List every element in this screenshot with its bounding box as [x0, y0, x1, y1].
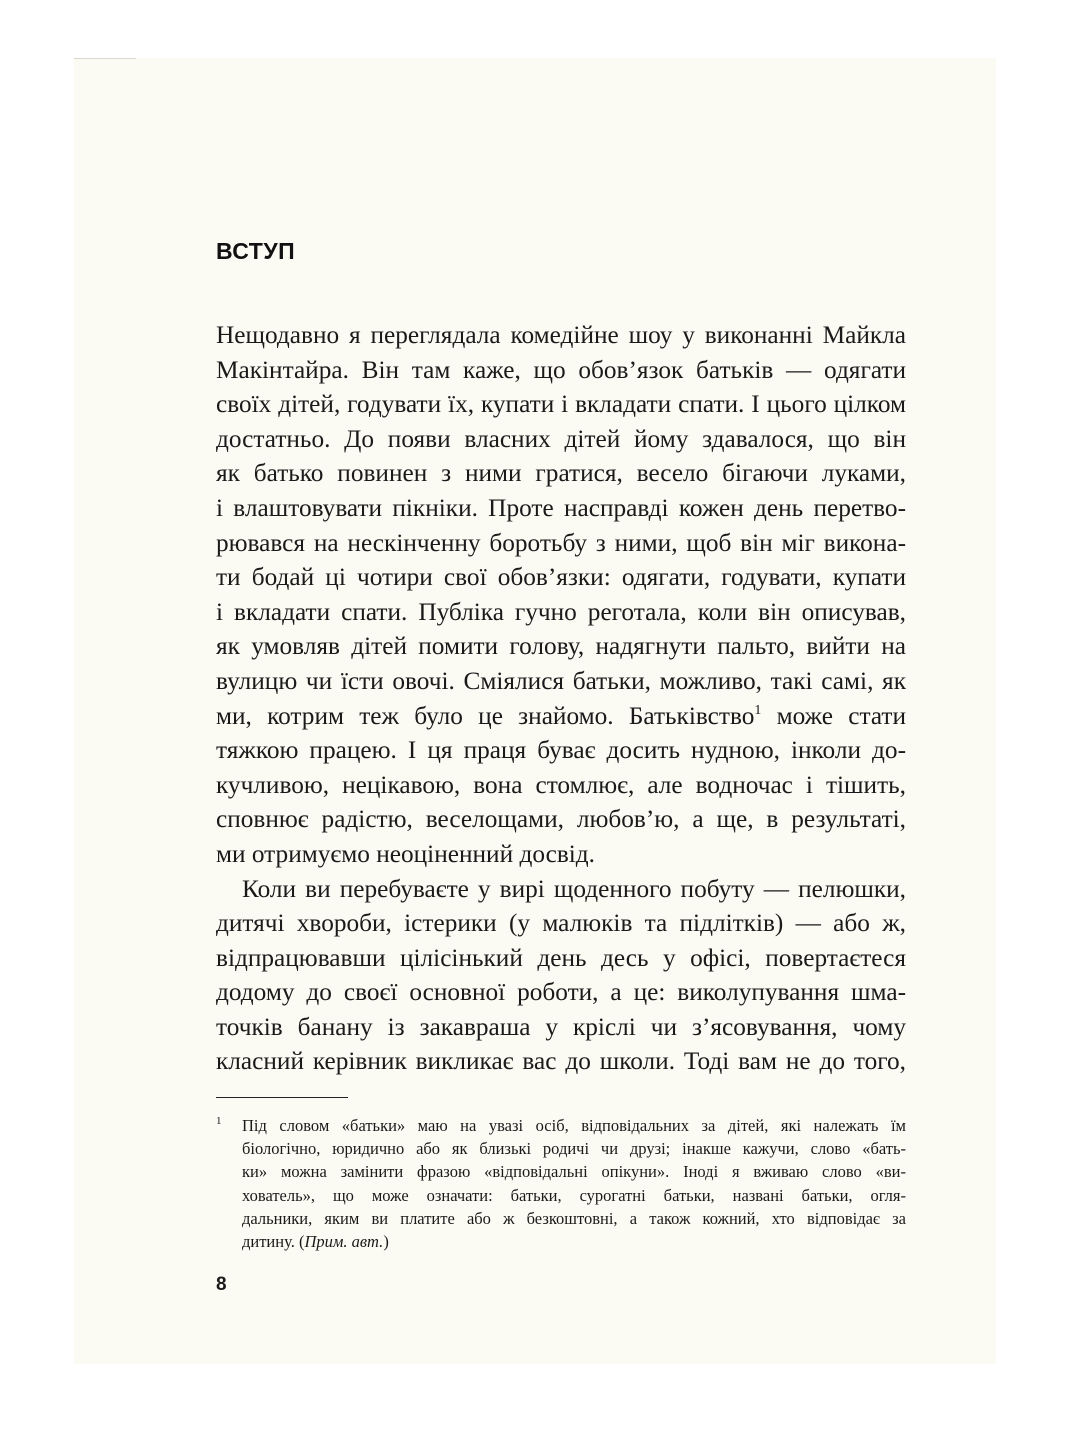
paragraph-1	[216, 318, 906, 872]
text-segment: дитину. (	[242, 1232, 305, 1252]
text-segment: ми, котрим теж було це знайомо. Батьківство	[216, 701, 755, 730]
footnote	[216, 1114, 906, 1253]
text-line: сповнює радістю, веселощами, любов’ю, а ще, в результаті,	[216, 805, 906, 834]
text-segment: може стати	[761, 701, 907, 730]
text-line: Коли ви перебуваєте у вирі щоденного побуту — пелюшки,	[242, 874, 906, 903]
text-line: Нещодавно я переглядала комедійне шоу у виконанні Майкла	[216, 321, 906, 349]
text-line-with-footnote-ref	[216, 699, 906, 734]
text-line: достатньо. До появи власних дітей йому здавалося, що він	[216, 424, 906, 453]
footnote-body	[242, 1114, 906, 1253]
footnote-line: біологічно, юридично або як близькі родичі чи друзі; інакше кажучи, слово «бать-	[242, 1139, 906, 1159]
text-line: дитячі хвороби, істерики (у малюків та підлітків) — або ж,	[216, 909, 906, 938]
footnote-line: дальники, яким ви платите або ж безкоштовні, а також кожний, хто відповідає за	[242, 1208, 906, 1228]
footnote-line: Під словом «батьки» маю на увазі осіб, відповідальних за дітей, які належать їм	[242, 1116, 906, 1135]
footnote-line: ки» можна замінити фразою «відповідальні опікуни». Іноді я вживаю слово «ви-	[242, 1162, 906, 1182]
text-line: ми отримуємо неоціненний досвід.	[216, 839, 595, 868]
footnote-number: 1	[216, 1115, 222, 1127]
footnote-line: хователь», що може означати: батьки, сурогатні батьки, названі батьки, огля-	[242, 1185, 906, 1205]
text-line: Макінтайра. Він там каже, що обов’язок батьків — одягати	[216, 355, 906, 384]
footnote-line	[242, 1230, 906, 1253]
text-line: точків банану із закавраша у кріслі чи з’ясовування, чому	[216, 1012, 906, 1041]
text-segment: )	[383, 1232, 389, 1252]
text-line: ти бодай ці чотири свої обов’язки: одягати, годувати, купати	[216, 563, 906, 592]
text-line: класний керівник викликає вас до школи. Тоді вам не до того,	[216, 1047, 906, 1076]
author-note: Прим. авт.	[304, 1232, 384, 1252]
text-line: додому до своєї основної роботи, а це: виколупування шма-	[216, 978, 906, 1007]
text-line: своїх дітей, годувати їх, купати і вкладати спати. І цього цілком	[216, 390, 906, 419]
text-line: і влаштовувати пікніки. Проте насправді кожен день перетво-	[216, 493, 906, 522]
text-line: тяжкою працею. І ця праця буває досить нудною, інколи до-	[216, 736, 906, 765]
paragraph-2	[216, 872, 906, 1080]
footnote-separator	[216, 1097, 348, 1098]
text-line: і вкладати спати. Публіка гучно реготала, коли він описував,	[216, 597, 906, 626]
text-line: кучливою, нецікавою, вона стомлює, але водночас і тішить,	[216, 770, 906, 799]
text-line: вулицю чи їсти овочі. Сміялися батьки, можливо, такі самі, як	[216, 666, 906, 695]
scan-edge-line	[74, 58, 136, 59]
text-line: як батько повинен з ними гратися, весело бігаючи луками,	[216, 459, 906, 488]
body-text	[216, 318, 906, 1079]
page-number: 8	[216, 1274, 227, 1295]
footnote-reference[interactable]: 1	[754, 702, 762, 718]
text-line: як умовляв дітей помити голову, надягнути пальто, вийти на	[216, 632, 906, 661]
text-line: рювався на нескінченну боротьбу з ними, щоб він міг викона-	[216, 528, 906, 557]
text-line: відпрацювавши цілісінький день десь у офісі, повертаєтеся	[216, 943, 906, 972]
chapter-heading: ВСТУП	[216, 238, 296, 264]
